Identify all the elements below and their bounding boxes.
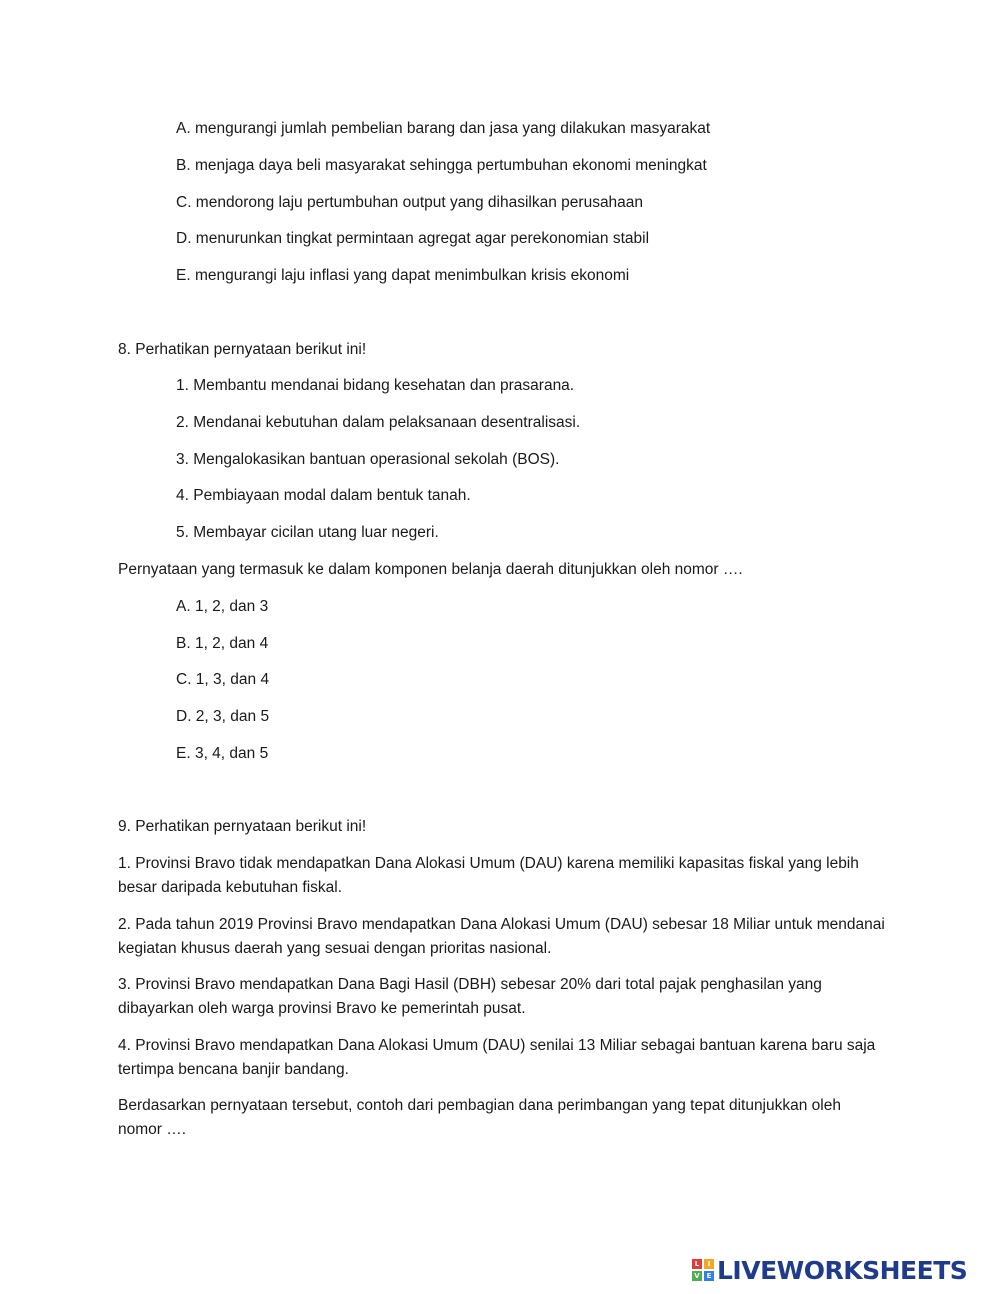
q9-statement-2: 2. Pada tahun 2019 Provinsi Bravo mendapatkan Dana Alokasi Umum (DAU) sebesar 18 Miliar untuk mendanai kegiatan khusus daerah yang sesuai dengan prioritas nasional. — [118, 916, 885, 957]
q8-statement-3: 3. Mengalokasikan bantuan operasional sekolah (BOS). — [176, 451, 560, 468]
q9-statement-3: 3. Provinsi Bravo mendapatkan Dana Bagi Hasil (DBH) sebesar 20% dari total pajak penghasilan yang dibayarkan oleh warga provinsi Bravo ke pemerintah pusat. — [118, 976, 822, 1017]
q8-option-c: C. 1, 3, dan 4 — [176, 671, 270, 688]
q8-option-e: E. 3, 4, dan 5 — [176, 745, 269, 762]
q9-statement-1: 1. Provinsi Bravo tidak mendapatkan Dana Alokasi Umum (DAU) karena memiliki kapasitas fiskal yang lebih besar daripada kebutuhan fiskal. — [118, 855, 859, 896]
logo-text: LIVEWORKSHEETS — [717, 1255, 968, 1285]
logo-cube: E — [704, 1271, 714, 1281]
q8-statement-2: 2. Mendanai kebutuhan dalam pelaksanaan desentralisasi. — [176, 414, 581, 431]
q7-option-a: A. mengurangi jumlah pembelian barang dan jasa yang dilakukan masyarakat — [176, 120, 711, 137]
q8-option-a: A. 1, 2, dan 3 — [176, 598, 269, 615]
q8-statement-4: 4. Pembiayaan modal dalam bentuk tanah. — [176, 487, 471, 504]
q7-option-d: D. menurunkan tingkat permintaan agregat agar perekonomian stabil — [176, 230, 650, 247]
q8-option-b: B. 1, 2, dan 4 — [176, 635, 269, 652]
q7-option-b: B. menjaga daya beli masyarakat sehingga pertumbuhan ekonomi meningkat — [176, 157, 707, 174]
logo-cube: L — [692, 1259, 702, 1269]
q7-option-c: C. mendorong laju pertumbuhan output yang dihasilkan perusahaan — [176, 194, 644, 211]
q7-option-e: E. mengurangi laju inflasi yang dapat menimbulkan krisis ekonomi — [176, 267, 630, 284]
q8-statement-1: 1. Membantu mendanai bidang kesehatan dan prasarana. — [176, 377, 575, 394]
q9-statement-4: 4. Provinsi Bravo mendapatkan Dana Alokasi Umum (DAU) senilai 13 Miliar sebagai bantuan karena baru saja tertimpa bencana banjir bandang. — [118, 1037, 876, 1078]
q8-heading: 8. Perhatikan pernyataan berikut ini! — [118, 341, 367, 358]
q9-question: Berdasarkan pernyataan tersebut, contoh dari pembagian dana perimbangan yang tepat ditunjukkan oleh nomor …. — [118, 1097, 841, 1138]
liveworksheets-logo — [692, 1256, 967, 1284]
logo-cube: I — [704, 1259, 714, 1269]
q9-heading: 9. Perhatikan pernyataan berikut ini! — [118, 818, 367, 835]
q8-question: Pernyataan yang termasuk ke dalam komponen belanja daerah ditunjukkan oleh nomor …. — [118, 561, 743, 578]
logo-cube: V — [692, 1271, 702, 1281]
logo-cubes-icon — [692, 1259, 714, 1281]
q8-option-d: D. 2, 3, dan 5 — [176, 708, 270, 725]
q8-statement-5: 5. Membayar cicilan utang luar negeri. — [176, 524, 439, 541]
